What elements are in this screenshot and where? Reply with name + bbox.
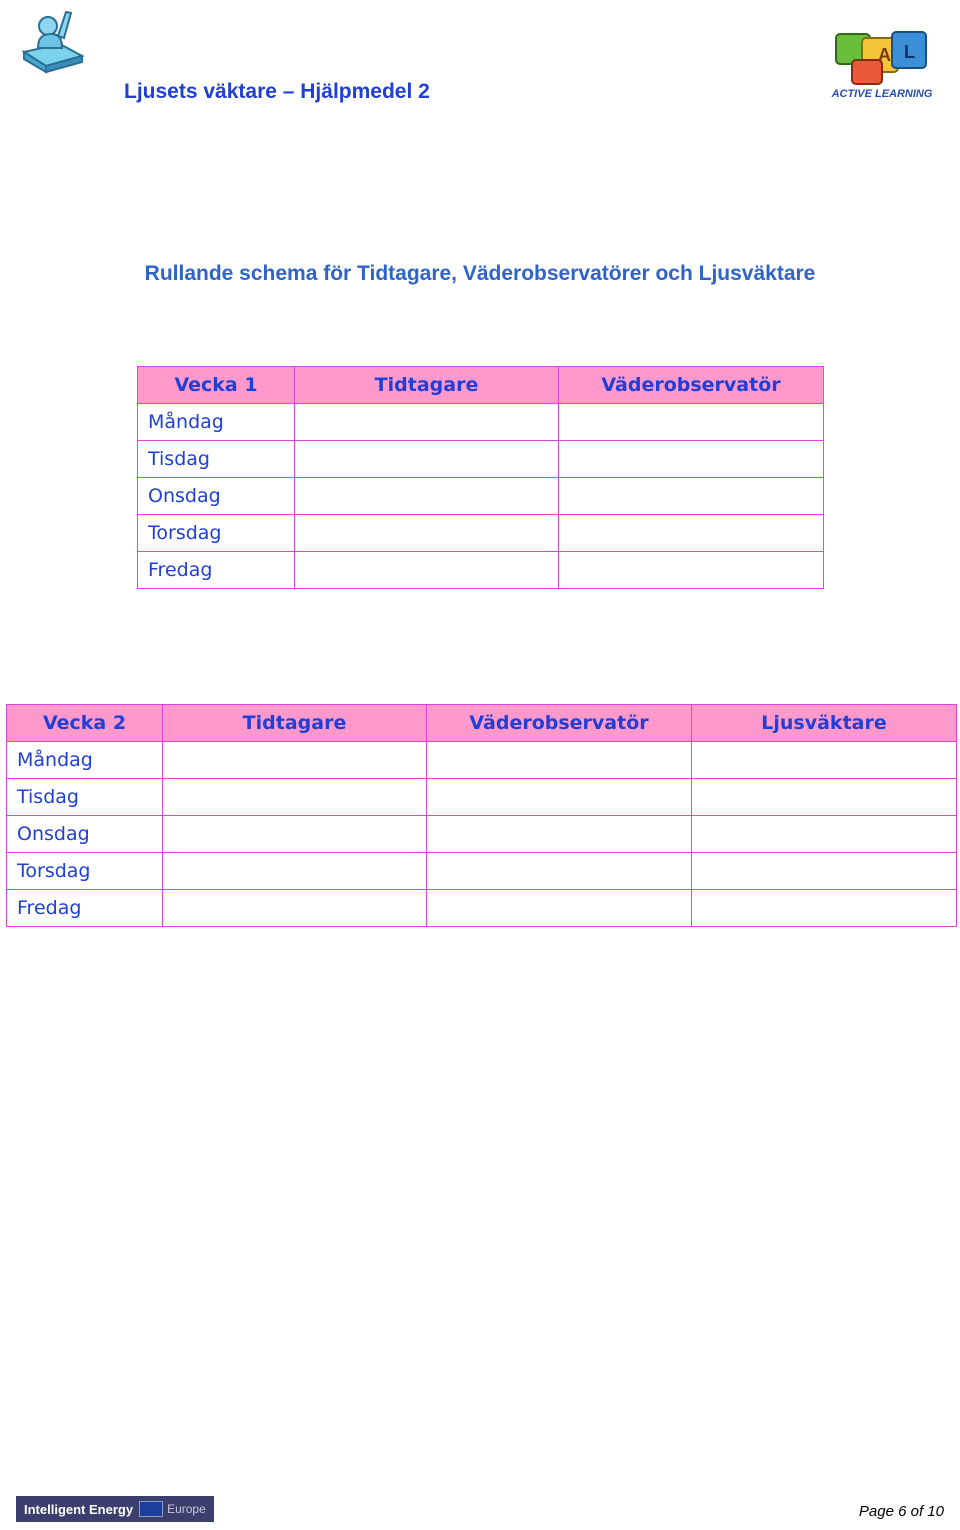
student-with-raised-hand-icon — [20, 4, 88, 74]
weather-observer-cell[interactable] — [427, 816, 692, 853]
active-learning-logo-text: ACTIVE LEARNING — [831, 88, 933, 100]
weather-observer-cell[interactable] — [559, 404, 824, 441]
table-row — [7, 779, 957, 816]
table-row — [138, 441, 824, 478]
active-learning-puzzle-logo — [822, 28, 938, 104]
timekeeper-cell[interactable] — [295, 478, 559, 515]
day-label: Onsdag — [138, 478, 295, 515]
weather-observer-cell[interactable] — [559, 552, 824, 589]
svg-text:A: A — [878, 45, 891, 65]
table-row — [7, 853, 957, 890]
weather-observer-cell[interactable] — [427, 890, 692, 927]
weather-observer-cell[interactable] — [559, 478, 824, 515]
timekeeper-cell[interactable] — [295, 404, 559, 441]
table-row — [138, 478, 824, 515]
light-keeper-cell[interactable] — [692, 742, 957, 779]
timekeeper-cell[interactable] — [295, 552, 559, 589]
day-label: Onsdag — [7, 816, 163, 853]
table-row — [138, 515, 824, 552]
day-label: Torsdag — [138, 515, 295, 552]
timekeeper-cell[interactable] — [295, 515, 559, 552]
page-title: Ljusets väktare – Hjälpmedel 2 — [124, 80, 430, 103]
timekeeper-cell[interactable] — [163, 853, 427, 890]
light-keeper-cell[interactable] — [692, 853, 957, 890]
timekeeper-cell[interactable] — [163, 779, 427, 816]
header-week: Vecka 1 — [138, 367, 295, 404]
table-header-row — [7, 705, 957, 742]
table-row — [7, 742, 957, 779]
light-keeper-cell[interactable] — [692, 779, 957, 816]
day-label: Tisdag — [7, 779, 163, 816]
table-row — [7, 816, 957, 853]
page-number: Page 6 of 10 — [858, 1503, 944, 1520]
light-keeper-cell[interactable] — [692, 816, 957, 853]
timekeeper-cell[interactable] — [295, 441, 559, 478]
weather-observer-cell[interactable] — [427, 742, 692, 779]
intelligent-energy-europe-logo — [16, 1496, 214, 1522]
weather-observer-cell[interactable] — [559, 441, 824, 478]
weather-observer-cell[interactable] — [559, 515, 824, 552]
day-label: Fredag — [138, 552, 295, 589]
intelligent-energy-logo-text: Intelligent Energy — [24, 1501, 134, 1517]
header-weather-observer: Väderobservatör — [559, 367, 824, 404]
day-label: Måndag — [7, 742, 163, 779]
header-light-keeper: Ljusväktare — [692, 705, 957, 742]
day-label: Fredag — [7, 890, 163, 927]
day-label: Måndag — [138, 404, 295, 441]
header-week: Vecka 2 — [7, 705, 163, 742]
weather-observer-cell[interactable] — [427, 779, 692, 816]
eu-flag-icon — [139, 1501, 163, 1517]
table-row — [7, 890, 957, 927]
week-1-schedule-table — [137, 366, 824, 589]
schedule-subtitle: Rullande schema för Tidtagare, Väderobservatörer och Ljusväktare — [144, 262, 816, 285]
table-row — [138, 404, 824, 441]
table-row — [138, 552, 824, 589]
day-label: Tisdag — [138, 441, 295, 478]
weather-observer-cell[interactable] — [427, 853, 692, 890]
day-label: Torsdag — [7, 853, 163, 890]
header-weather-observer: Väderobservatör — [427, 705, 692, 742]
header-timekeeper: Tidtagare — [295, 367, 559, 404]
header-timekeeper: Tidtagare — [163, 705, 427, 742]
svg-text:L: L — [904, 42, 915, 62]
timekeeper-cell[interactable] — [163, 816, 427, 853]
light-keeper-cell[interactable] — [692, 890, 957, 927]
table-header-row — [138, 367, 824, 404]
timekeeper-cell[interactable] — [163, 742, 427, 779]
timekeeper-cell[interactable] — [163, 890, 427, 927]
week-2-schedule-table — [6, 704, 957, 927]
europe-logo-text: Europe — [167, 1502, 206, 1516]
